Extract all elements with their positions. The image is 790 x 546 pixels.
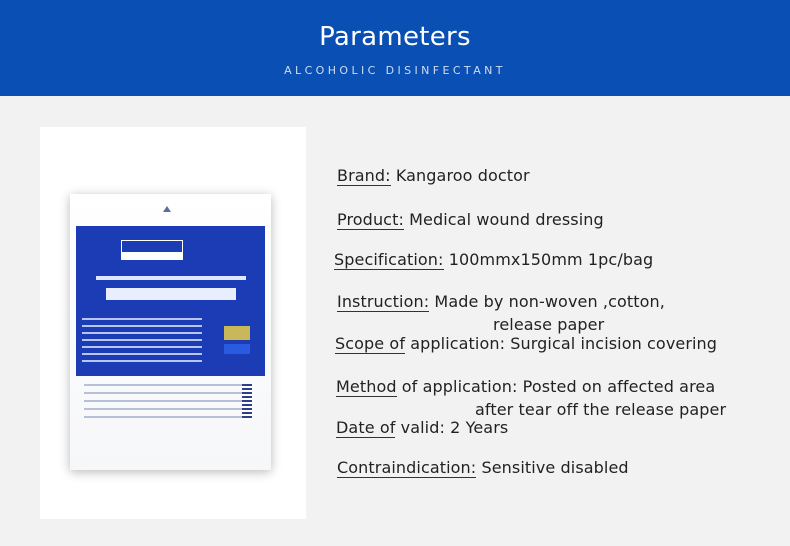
page-title: Parameters: [319, 22, 471, 52]
barcode-icon: [242, 384, 252, 420]
param-value: application: Surgical incision covering: [405, 334, 718, 353]
param-value: valid: 2 Years: [395, 418, 509, 437]
page-subtitle: ALCOHOLIC DISINFECTANT: [284, 64, 506, 77]
param-method: [336, 377, 715, 396]
product-photo-card: [40, 127, 306, 519]
product-package-image: [70, 194, 271, 470]
param-instruction-continued: release paper: [493, 315, 605, 334]
param-label: Method: [336, 377, 397, 396]
param-value: Kangaroo doctor: [390, 166, 530, 185]
param-brand: [337, 166, 530, 185]
tear-notch-icon: [163, 206, 171, 212]
param-label: Specification:: [334, 250, 444, 269]
param-value: Sensitive disabled: [476, 458, 629, 477]
param-value: Medical wound dressing: [403, 210, 604, 229]
package-badge: [224, 344, 250, 354]
param-label: Instruction:: [337, 292, 430, 311]
param-label: Product:: [337, 210, 404, 229]
param-label: Scope of: [335, 334, 406, 353]
param-label: Date of: [336, 418, 396, 437]
package-badge: [224, 326, 250, 340]
param-value: Made by non-woven ,cotton,: [429, 292, 665, 311]
package-fine-print: [84, 384, 244, 424]
param-value: of application: Posted on affected area: [396, 377, 716, 396]
param-method-continued: after tear off the release paper: [475, 400, 727, 419]
param-product: [337, 210, 604, 229]
brand-logo: [121, 240, 183, 260]
param-label: Brand:: [337, 166, 391, 185]
param-date-valid: [336, 418, 508, 437]
param-specification: [334, 250, 653, 269]
param-scope: [335, 334, 717, 353]
package-text-lines: [82, 318, 202, 367]
package-label-panel: [76, 226, 265, 376]
param-label: Contraindication:: [337, 458, 477, 477]
param-value: 100mmx150mm 1pc/bag: [443, 250, 654, 269]
header-banner: [0, 0, 790, 96]
param-instruction: [337, 292, 665, 311]
param-contraindication: [337, 458, 629, 477]
